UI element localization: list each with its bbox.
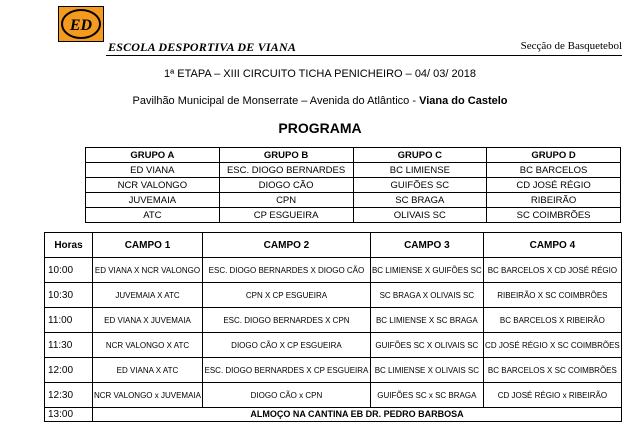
group-team: CP ESGUEIRA — [219, 208, 353, 223]
schedule-game: BC LIMIENSE X OLIVAIS SC — [370, 358, 483, 383]
groups-row — [86, 163, 621, 178]
schedule-game: JUVEMAIA X ATC — [93, 283, 203, 308]
groups-table — [85, 147, 621, 223]
schedule-row — [45, 358, 622, 383]
schedule-game: BC BARCELOS X RIBEIRÃO — [483, 308, 621, 333]
group-team: ESC. DIOGO BERNARDES — [219, 163, 353, 178]
schedule-row — [45, 383, 622, 408]
groups-row — [86, 208, 621, 223]
schedule-game: NCR VALONGO x JUVEMAIA — [93, 383, 203, 408]
school-logo — [58, 6, 104, 42]
schedule-game: BC BARCELOS X CD JOSÉ RÉGIO — [483, 258, 621, 283]
schedule-game: ESC. DIOGO BERNARDES X DIOGO CÃO — [202, 258, 370, 283]
schedule-game: SC BRAGA X OLIVAIS SC — [370, 283, 483, 308]
schedule-game: CD JOSÉ RÉGIO x RIBEIRÃO — [483, 383, 621, 408]
schedule-time: 12:30 — [45, 383, 93, 408]
schedule-game: CPN X CP ESGUEIRA — [202, 283, 370, 308]
groups-header-row — [86, 148, 621, 163]
group-team: DIOGO CÃO — [219, 178, 353, 193]
schedule-header-row — [45, 233, 622, 258]
groups-row — [86, 193, 621, 208]
schedule-table — [44, 232, 622, 422]
schedule-game: DIOGO CÃO x CPN — [202, 383, 370, 408]
group-team: BC BARCELOS — [487, 163, 621, 178]
schedule-game: RIBEIRÃO X SC COIMBRÕES — [483, 283, 621, 308]
schedule-game: ED VIANA X ATC — [93, 358, 203, 383]
schedule-row — [45, 333, 622, 358]
schedule-game: ED VIANA X NCR VALONGO — [93, 258, 203, 283]
schedule-time: 10:00 — [45, 258, 93, 283]
group-team: SC COIMBRÕES — [487, 208, 621, 223]
header-divider — [106, 55, 622, 56]
schedule-header-hours: Horas — [45, 233, 93, 258]
group-team: SC BRAGA — [353, 193, 487, 208]
schedule-game: ESC. DIOGO BERNARDES X CP ESGUEIRA — [202, 358, 370, 383]
schedule-time: 10:30 — [45, 283, 93, 308]
group-team: RIBEIRÃO — [487, 193, 621, 208]
group-header: GRUPO D — [487, 148, 621, 163]
schedule-time: 12:00 — [45, 358, 93, 383]
logo-text: ED — [69, 17, 93, 34]
schedule-header-court: CAMPO 2 — [202, 233, 370, 258]
schedule-header-court: CAMPO 3 — [370, 233, 483, 258]
group-header: GRUPO B — [219, 148, 353, 163]
group-team: NCR VALONGO — [86, 178, 220, 193]
lunch-text: ALMOÇO NA CANTINA EB DR. PEDRO BARBOSA — [93, 408, 622, 422]
schedule-game: BC LIMIENSE X GUIFÕES SC — [370, 258, 483, 283]
schedule-row — [45, 308, 622, 333]
lunch-time: 13:00 — [45, 408, 93, 422]
event-city: Viana do Castelo — [419, 95, 508, 107]
schedule-game: NCR VALONGO X ATC — [93, 333, 203, 358]
group-header: GRUPO C — [353, 148, 487, 163]
schedule-game: DIOGO CÃO X CP ESGUEIRA — [202, 333, 370, 358]
schedule-time: 11:30 — [45, 333, 93, 358]
group-team: GUIFÕES SC — [353, 178, 487, 193]
group-team: ED VIANA — [86, 163, 220, 178]
program-heading: PROGRAMA — [278, 120, 362, 136]
event-title: 1ª ETAPA – XIII CIRCUITO TICHA PENICHEIRO – 04/ 03/ 2018 — [164, 68, 476, 80]
schedule-game: GUIFÕES SC X OLIVAIS SC — [370, 333, 483, 358]
group-team: ATC — [86, 208, 220, 223]
group-team: CD JOSÉ RÉGIO — [487, 178, 621, 193]
schedule-time: 11:00 — [45, 308, 93, 333]
schedule-lunch-row — [45, 408, 622, 422]
schedule-header-court: CAMPO 1 — [93, 233, 203, 258]
group-header: GRUPO A — [86, 148, 220, 163]
group-team: JUVEMAIA — [86, 193, 220, 208]
schedule-game: BC LIMIENSE X SC BRAGA — [370, 308, 483, 333]
event-venue: Pavilhão Municipal de Monserrate – Avenida do Atlântico - — [132, 95, 420, 107]
schedule-game: GUIFÕES SC x SC BRAGA — [370, 383, 483, 408]
group-team: CPN — [219, 193, 353, 208]
group-team: BC LIMIENSE — [353, 163, 487, 178]
schedule-game: ESC. DIOGO BERNARDES X CPN — [202, 308, 370, 333]
group-team: OLIVAIS SC — [353, 208, 487, 223]
schedule-row — [45, 258, 622, 283]
schedule-game: BC BARCELOS X SC COIMBRÕES — [483, 358, 621, 383]
event-venue-line — [0, 95, 640, 107]
schedule-game: CD JOSÉ RÉGIO X SC COIMBRÕES — [483, 333, 621, 358]
groups-row — [86, 178, 621, 193]
section-name: Secção de Basquetebol — [520, 40, 622, 52]
schedule-game: ED VIANA X JUVEMAIA — [93, 308, 203, 333]
school-name: ESCOLA DESPORTIVA DE VIANA — [108, 40, 297, 54]
schedule-row — [45, 283, 622, 308]
schedule-header-court: CAMPO 4 — [483, 233, 621, 258]
